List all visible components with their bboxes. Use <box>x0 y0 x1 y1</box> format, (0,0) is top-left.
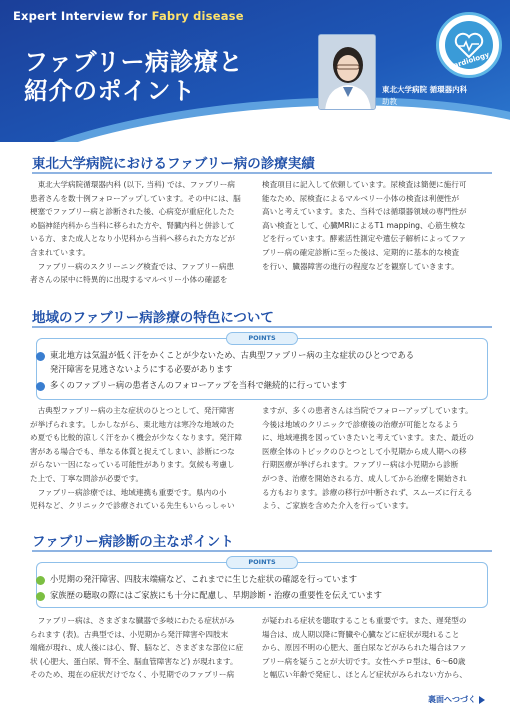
section1-divider <box>32 172 492 174</box>
cardiology-badge <box>436 12 502 78</box>
author-role: 助教 <box>382 97 397 106</box>
section2-column-right: ますが、多くの患者さんは当院でフォローアップしています。 今後は地域のクリニックで診療後の治療が可能となるよう に、地域連携を図っていきたいと考えています。また、最近の 医療全体のトピックのひとつとして小児期から成人期への移 行期医療が挙げられます。ファブリー病は小児期から診断 がつき、治療を開始される方、成人してから治療を開始され る方もおります。診療の移行が中断されず、スムーズに行える よう、ご家族を含めた介入を行っています。 <box>262 406 475 511</box>
section2-points-label: POINTS <box>226 332 298 345</box>
page-title: ファブリー病診療と 紹介のポイント <box>24 48 244 105</box>
section1-column-left: 東北大学病院循環器内科 (以下, 当科) では、ファブリー病 患者さんを数十例フォローアップしています。その中には、脳 梗塞でファブリー病と診断された後、心病変が重症化したた め脳神経内科から当科に移られた方や、腎臓内科と併診して いる方、また成人となり小児科から当科へ移られた方などが 含まれています。 ファブリー病のスクリーニング検査では、ファブリー病患 者さんの尿中に特異的に出現するマルベリー小体の確認を <box>30 180 241 285</box>
badge-label: Cardiology <box>447 50 491 72</box>
section2-column-left: 古典型ファブリー病の主な症状のひとつとして、発汗障害 が挙げられます。しかしながら、東北地方は寒冷な地域のた め夏でも比較的涼しく汗をかく機会が少なくなります。発汗障 害がある場合でも、単なる体質と捉えてしまい、診断につな がらない一因になっている可能性があります。気候も考慮し た上で、丁寧な問診が必要です。 ファブリー病診療では、地域連携も重要です。県内の小 児科など、クリニックで診療されている先生もいらっしゃい <box>30 406 243 511</box>
bullet-icon <box>36 576 45 585</box>
section3-column-left: ファブリー病は、さまざまな臓器で多岐にわたる症状がみ られます (表)。古典型では、小児期から発汗障害や四肢末 端痛が現れ、成人後には心、腎、脳など、さまざまな部位に症 状 (心肥大、蛋白尿、腎不全、脳血管障害など) が現れます。 そのため、現在の症状だけでなく、小児期でのファブリー病 <box>30 616 244 680</box>
bullet-icon <box>36 352 45 361</box>
section1-column-right: 検査項目に記入して依頼しています。尿検査は簡便に施行可 能なため、尿検査によるマルベリー小体の検査は利便性が 高いと考えています。また、当科では循環器領域の専門性が 高い検査として、心臓MRIによるT1 mapping、心筋生検な どを行っています。酵素活性測定や遺伝子解析によってファ ブリー病の確定診断に至った後は、定期的に基本的な検査 を行い、臓器障害の進行の程度などを観察していきます。 <box>262 180 467 271</box>
bullet-icon <box>36 382 45 391</box>
author-department: 東北大学病院 循環器内科 <box>382 85 468 94</box>
section2-title: 地域のファブリー病診療の特色について <box>32 310 274 326</box>
section3-column-right: が疑われる症状を聴取することも重要です。また、遅発型の 場合は、成人期以降に腎臓や心臓などに症状が現れること から、原因不明の心肥大、蛋白尿などがみられた場合はファ ブリー病を疑うことが大切です。女性ヘテロ型は、6〜60歳 と幅広い年齢で発症し、ほとんど症状がみられない方から、 <box>262 616 468 680</box>
section2-divider <box>32 326 492 328</box>
section1-title: 東北大学病院におけるファブリー病の診療実績 <box>32 156 315 172</box>
section3-divider <box>32 550 492 552</box>
arrow-right-icon <box>479 696 485 704</box>
continue-on-back-link[interactable]: 裏面へつづく <box>428 694 485 705</box>
section3-point-1: 小児期の発汗障害、四肢末端痛など、これまでに生じた症状の確認を行っています <box>50 574 357 584</box>
author-photo <box>318 34 376 110</box>
section3-points-label: POINTS <box>226 556 298 569</box>
section2-point-1-cont: 発汗障害を見逃さないようにする必要があります <box>50 364 233 374</box>
section3-title: ファブリー病診断の主なポイント <box>32 534 234 550</box>
author-name: 山本 沙織 先生 <box>382 109 451 123</box>
series-label: Expert Interview for Fabry disease <box>13 9 244 23</box>
section3-point-2: 家族歴の聴取の際にはご家族にも十分に配慮し、早期診断・治療の重要性を伝えています <box>50 590 382 600</box>
section2-point-1: 東北地方は気温が低く汗をかくことが少ないため、古典型ファブリー病の主な症状のひとつである <box>50 350 415 360</box>
section2-point-2: 多くのファブリー病の患者さんのフォローアップを当科で継続的に行っています <box>50 380 347 390</box>
header-banner <box>0 0 510 142</box>
bullet-icon <box>36 592 45 601</box>
